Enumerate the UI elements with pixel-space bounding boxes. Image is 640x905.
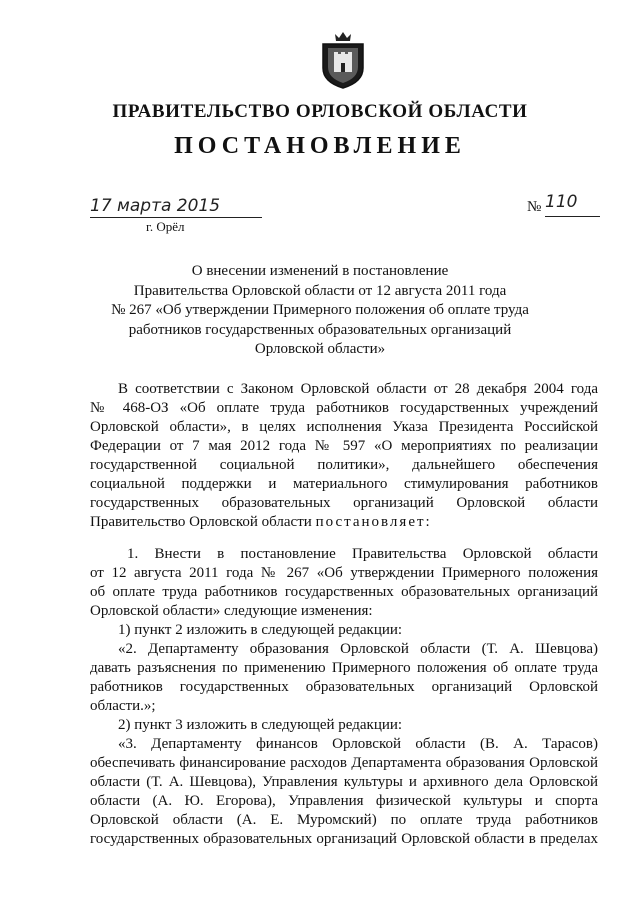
handwritten-number: 110 — [545, 192, 578, 212]
preamble-line: № 468-ОЗ «Об оплате труда работников государственных учреждений — [90, 400, 598, 416]
preamble-line: государственных образовательных организаций Орловской области — [90, 495, 598, 511]
sub1-intro: 1) пункт 2 изложить в следующей редакции: — [118, 622, 403, 638]
sub1-line: давать разъяснения по применению Примерного положения об оплате труда — [90, 660, 598, 676]
sub2-intro: 2) пункт 3 изложить в следующей редакции: — [118, 717, 403, 733]
number-underline — [545, 216, 600, 217]
preamble-line: Федерации от 7 мая 2012 года № 597 «О мероприятиях по реализации — [90, 438, 598, 454]
date-underline — [90, 217, 262, 218]
subject-line: Орловской области» — [254, 341, 386, 357]
subject-line: О внесении изменений в постановление — [191, 263, 449, 279]
preamble-final-line — [90, 513, 598, 532]
preamble-line: социальной поддержки и материального стимулирования работников — [90, 476, 598, 492]
sub2-line: обеспечивать финансирование расходов Департамента образования Орловской — [90, 755, 598, 771]
city-label: г. Орёл — [146, 219, 185, 234]
item1-line: Орловской области» следующие изменения: — [90, 603, 373, 619]
sub2-line: области (Т. А. Шевцова), Управления культуры и архивного дела Орловской — [90, 774, 598, 790]
preamble-line: государственной социальной политики», дальнейшего обеспечения — [90, 457, 598, 473]
subject-line: работников государственных образовательных организаций — [128, 321, 512, 338]
item1-line: от 12 августа 2011 года № 267 «Об утверждении Примерного положения — [90, 565, 598, 581]
preamble-line: Орловской области», в целях исполнения Указа Президента Российской — [90, 419, 598, 435]
subject-line: Правительства Орловской области от 12 августа 2011 года — [133, 282, 507, 299]
government-title: ПРАВИТЕЛЬСТВО ОРЛОВСКОЙ ОБЛАСТИ — [112, 101, 528, 122]
preamble-government: Правительство Орловской области — [90, 514, 312, 530]
subject-line: № 267 «Об утверждении Примерного положения об оплате труда — [111, 302, 529, 318]
document-subject — [100, 262, 540, 360]
sub1-line: «2. Департаменту образования Орловской области (Т. А. Шевцова) — [118, 641, 598, 657]
sub2-line: области (А. Ю. Егорова), Управления физической культуры и спорта — [90, 793, 598, 809]
sub1-line: области.»; — [90, 698, 156, 714]
sub2-line: «3. Департаменту финансов Орловской области (В. А. Тарасов) — [118, 736, 598, 752]
coat-of-arms-emblem — [317, 30, 369, 90]
item1-line: об оплате труда работников государственных образовательных организаций — [90, 584, 598, 600]
item1-line: 1. Внести в постановление Правительства Орловской области — [127, 546, 598, 562]
handwritten-date: 17 марта 2015 — [90, 196, 221, 216]
sub2-line: Орловской области (А. Е. Муромский) по оплате труда работников — [90, 812, 598, 828]
preamble-line: В соответствии с Законом Орловской области от 28 декабря 2004 года — [118, 381, 598, 397]
document-type-title: ПОСТАНОВЛЕНИЕ — [174, 133, 466, 159]
sub2-line: государственных образовательных организаций Орловской области в пределах — [90, 831, 598, 847]
sub1-line: работников государственных образовательных организаций Орловской — [90, 679, 598, 695]
decree-word: постановляет: — [315, 514, 432, 530]
number-label: № — [527, 199, 542, 215]
